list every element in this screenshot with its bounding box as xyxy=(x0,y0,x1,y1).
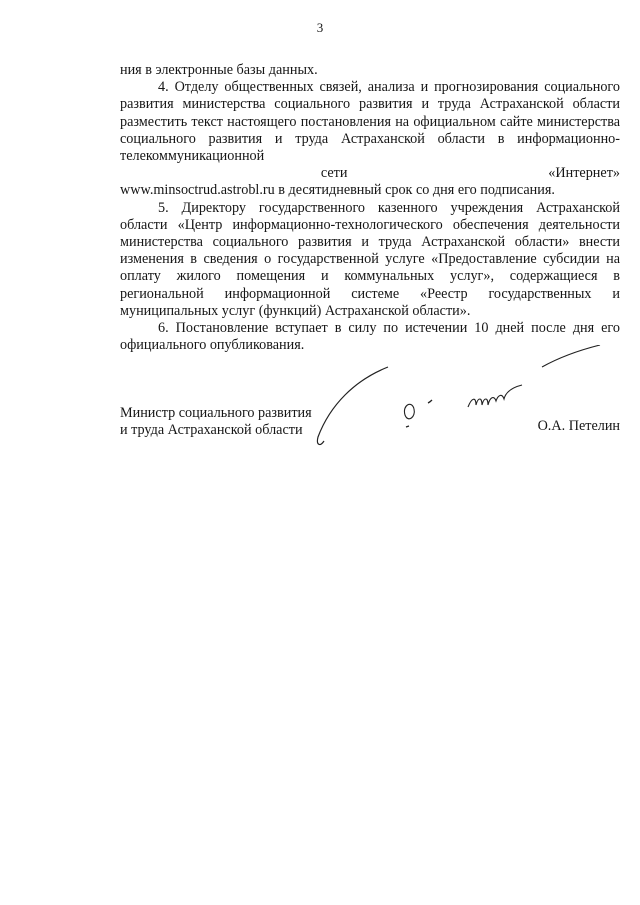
signer-title-line-1: Министр социального развития xyxy=(120,405,312,421)
signature-block xyxy=(120,405,620,465)
paragraph-4-word-internet: «Интернет» xyxy=(548,165,620,182)
paragraph-6: 6. Постановление вступает в силу по истечении 10 дней после дня его официального опубликования. xyxy=(120,320,620,354)
signer-title-line-2: и труда Астраханской области xyxy=(120,422,303,439)
signer-title xyxy=(120,405,312,439)
paragraph-4-text: 4. Отделу общественных связей, анализа и прогнозирования социального развития министерства социального развития и труда Астраханской области разместить текст настоящего постановления на официальном сайте министерства социального развития и труда Астраханской области в информационно-телекоммуникационной xyxy=(120,79,620,165)
paragraph-5: 5. Директору государственного казенного учреждения Астраханской области «Центр информационно-технологического обеспечения деятельности министерства социального развития и труда Астраханской области» внести изменения в сведения о государственной услуге «Предоставление субсидии на оплату жилого помещения и коммунальных услуг», содержащиеся в региональной информационной системе «Реестр государственных и муниципальных услуг (функций) Астраханской области». xyxy=(120,199,620,319)
paragraph-4 xyxy=(120,79,620,165)
paragraph-4-word-network: сети xyxy=(320,165,348,182)
page-number: 3 xyxy=(316,20,324,35)
paragraph-3-end: ния в электронные базы данных. xyxy=(120,62,318,78)
signer-name: О.А. Петелин xyxy=(537,418,620,434)
document-body xyxy=(120,62,620,354)
paragraph-4-end: www.minsoctrud.astrobl.ru в десятидневный срок со дня его подписания. xyxy=(120,182,555,199)
paragraph-4-spaced-line xyxy=(120,165,620,182)
